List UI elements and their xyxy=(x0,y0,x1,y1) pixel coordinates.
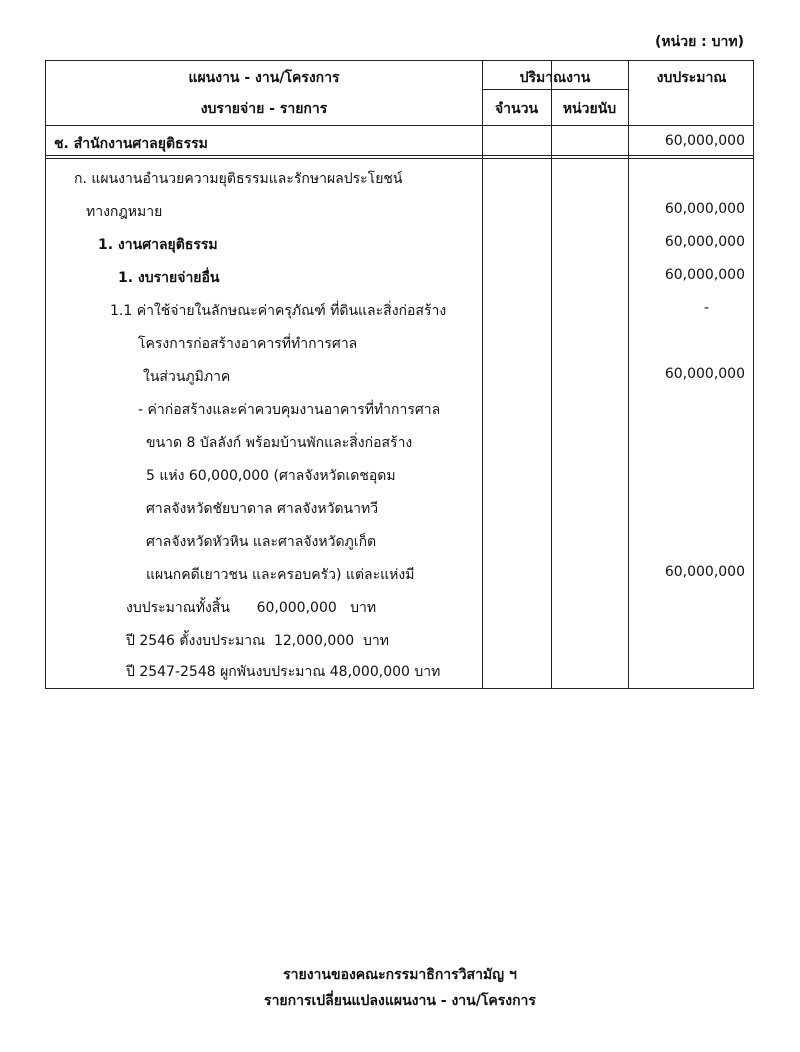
header-quantity: ปริมาณงาน xyxy=(519,70,591,86)
header-quantity-divider xyxy=(482,89,628,90)
row-detail-5: ศาลจังหวัดหัวหิน และศาลจังหวัดภูเก็ต xyxy=(146,534,377,550)
agency-row-line-2 xyxy=(46,158,753,159)
header-bottom-line xyxy=(46,125,753,126)
row-court-work-budget: 60,000,000 xyxy=(664,234,745,250)
row-year-2546: ปี 2546 ตั้งงบประมาณ 12,000,000 บาท xyxy=(126,633,390,649)
row-year-2547-2548: ปี 2547-2548 ผูกพันงบประมาณ 48,000,000 บาท xyxy=(126,664,441,680)
row-other-expense: 1. งบรายจ่ายอื่น xyxy=(118,270,220,286)
row-detail-4: ศาลจังหวัดชัยบาดาล ศาลจังหวัดนาทวี xyxy=(146,501,379,517)
row-item-1-1: 1.1 ค่าใช้จ่ายในลักษณะค่าครุภัณฑ์ ที่ดินและสิ่งก่อสร้าง xyxy=(110,303,447,319)
row-detail-6: แผนกคดีเยาวชน และครอบครัว) แต่ละแห่งมี xyxy=(146,567,415,583)
header-unit: หน่วยนับ xyxy=(562,101,617,117)
row-other-expense-budget: 60,000,000 xyxy=(664,267,745,283)
row-plan-budget: 60,000,000 xyxy=(664,201,745,217)
row-plan-title-cont: ทางกฎหมาย xyxy=(86,204,163,220)
row-detail-1: - ค่าก่อสร้างและค่าควบคุมงานอาคารที่ทำการศาล xyxy=(138,402,441,418)
agency-row-line-1 xyxy=(46,155,753,156)
unit-label: (หน่วย : บาท) xyxy=(655,34,744,50)
agency-label: ช. สำนักงานศาลยุติธรรม xyxy=(54,136,208,152)
row-project-region: ในส่วนภูมิภาค xyxy=(143,369,231,385)
header-plan-line1: แผนงาน - งาน/โครงการ xyxy=(188,70,340,86)
header-budget: งบประมาณ xyxy=(656,70,727,86)
row-court-work: 1. งานศาลยุติธรรม xyxy=(98,237,218,253)
footer-line1: รายงานของคณะกรรมาธิการวิสามัญ ฯ xyxy=(283,967,517,983)
agency-budget: 60,000,000 xyxy=(664,133,745,149)
row-detail-2: ขนาด 8 บัลลังก์ พร้อมบ้านพักและสิ่งก่อสร้าง xyxy=(146,435,413,451)
row-detail-6-budget: 60,000,000 xyxy=(664,564,745,580)
row-project-region-budget: 60,000,000 xyxy=(664,366,745,382)
row-item-1-1-budget: - xyxy=(703,300,709,316)
row-total-budget: งบประมาณทั้งสิ้น 60,000,000 บาท xyxy=(126,600,377,616)
header-plan-line2: งบรายจ่าย - รายการ xyxy=(200,101,328,117)
header-amount: จำนวน xyxy=(494,101,539,117)
budget-table xyxy=(45,60,754,689)
row-detail-3: 5 แห่ง 60,000,000 (ศาลจังหวัดเดชอุดม xyxy=(146,468,396,484)
row-project: โครงการก่อสร้างอาคารที่ทำการศาล xyxy=(138,336,358,352)
row-plan-title: ก. แผนงานอำนวยความยุติธรรมและรักษาผลประโยชน์ xyxy=(74,171,403,187)
footer-line2: รายการเปลี่ยนแปลงแผนงาน - งาน/โครงการ xyxy=(264,993,536,1009)
